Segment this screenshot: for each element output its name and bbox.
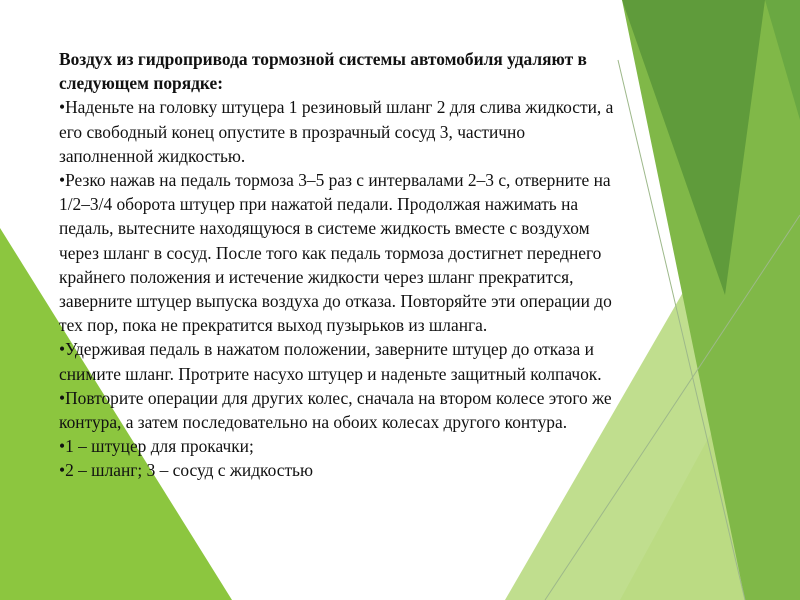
bullet-item: •1 – штуцер для прокачки; [59,436,254,457]
bullet-item: •Повторите операции для других колес, сначала на втором колесе этого же контура, а затем последовательно на обоих колесах другого контура. [59,387,612,433]
slide-heading: Воздух из гидропривода тормозной системы автомобиля удаляют в следующем порядке: [59,49,587,94]
bullet-item: •2 – шланг; 3 – сосуд с жидкостью [59,460,313,481]
bullet-item: •Наденьте на головку штуцера 1 резиновый шланг 2 для слива жидкости, а его свободный конец опустите в прозрачный сосуд 3, частично заполненной жидкостью. [59,97,614,166]
bullet-item: •Удерживая педаль в нажатом положении, заверните штуцер до отказа и снимите шланг. Протрите насухо штуцер и наденьте защитный колпачок. [59,339,602,384]
slide-text-block [59,47,619,483]
bullet-item: •Резко нажав на педаль тормоза 3–5 раз с интервалами 2–3 с, отверните на 1/2–3/4 оборота штуцер при нажатой педали. Продолжая нажимать на педаль, вытесните находящуюся в системе жидкость вместе с воздухом через шланг в сосуд. После того как педаль тормоза достигнет переднего крайнего положения и истечение жидкости через шланг прекратится, заверните штуцер выпуска воздуха до отказа. Повторяйте эти операции до тех пор, пока не прекратится выход пузырьков из шланга. [59,170,612,336]
